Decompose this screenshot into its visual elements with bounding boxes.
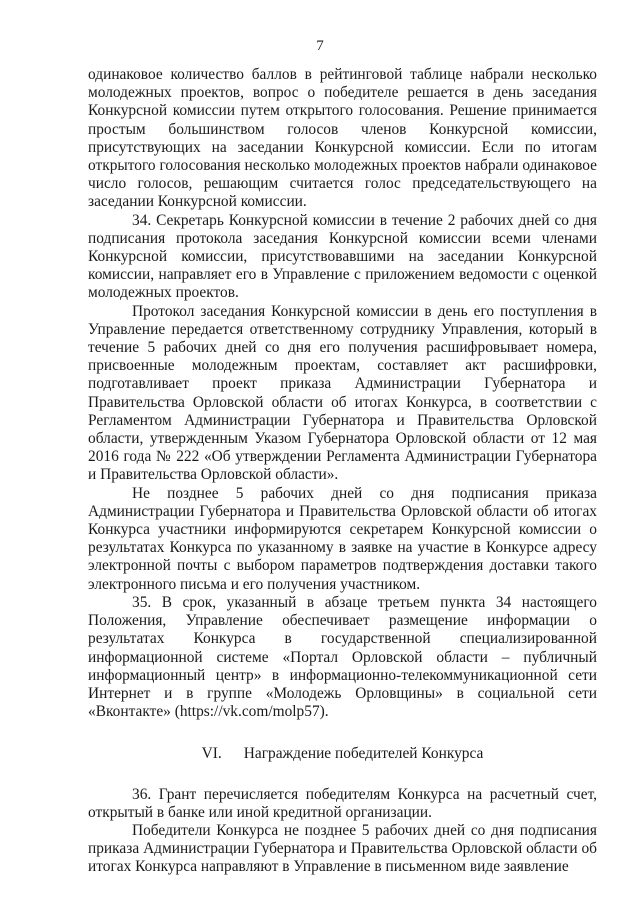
paragraph-clause-35: 35. В срок, указанный в абзаце третьем пункта 34 настоящего Положения, Управление обеспечивает размещение информации о результатах Конкурса в государственной специализированной информационной системе «Портал Орловской области – публичный информационный центр» в информационно-телекоммуникационной сети Интернет и в группе «Молодежь Орловщины» в социальной сети «Вконтакте» (https://vk.com/molp57). <box>88 593 597 721</box>
paragraph-continuation: одинаковое количество баллов в рейтинговой таблице набрали несколько молодежных проектов, вопрос о победителе решается в день заседания Конкурсной комиссии путем открытого голосования. Решение принимается простым большинством голосов членов Конкурсной комиссии, присутствующих на заседании Конкурсной комиссии. Если по итогам открытого голосования несколько молодежных проектов набрали одинаковое число голосов, решающим считается голос председательствующего на заседании Конкурсной комиссии. <box>88 66 597 211</box>
section-number: VI. <box>201 745 222 763</box>
paragraph-notification: Не позднее 5 рабочих дней со дня подписания приказа Администрации Губернатора и Правительства Орловской области об итогах Конкурса участники информируются секретарем Конкурсной комиссии о результатах Конкурса по указанному в заявке на участие в Конкурсе адресу электронной почты с выбором параметров подтверждения доставки такого электронного письма и его получения участником. <box>88 484 597 593</box>
document-body <box>88 66 597 877</box>
section-title: Награждение победителей Конкурса <box>243 745 484 763</box>
paragraph-clause-34: 34. Секретарь Конкурсной комиссии в течение 2 рабочих дней со дня подписания протокола заседания Конкурсной комиссии всеми членами Конкурсной комиссии, присутствовавшими на заседании Конкурсной комиссии, направляет его в Управление с приложением ведомости с оценкой молодежных проектов. <box>88 211 597 302</box>
section-heading <box>88 745 597 763</box>
paragraph-winners: Победители Конкурса не позднее 5 рабочих дней со дня подписания приказа Администрации Губернатора и Правительства Орловской области об итогах Конкурса направляют в Управление в письменном виде заявление <box>88 821 597 876</box>
page-number: 7 <box>316 38 324 54</box>
paragraph-clause-36: 36. Грант перечисляется победителям Конкурса на расчетный счет, открытый в банке или иной кредитной организации. <box>88 785 597 821</box>
paragraph-protocol: Протокол заседания Конкурсной комиссии в день его поступления в Управление передается ответственному сотруднику Управления, который в течение 5 рабочих дней со дня его получения расшифровывает номера, присвоенные молодежным проектам, составляет акт расшифровки, подготавливает проект приказа Администрации Губернатора и Правительства Орловской области об итогах Конкурса, в соответствии с Регламентом Администрации Губернатора и Правительства Орловской области, утвержденным Указом Губернатора Орловской области от 12 мая 2016 года № 222 «Об утверждении Регламента Администрации Губернатора и Правительства Орловской области». <box>88 302 597 484</box>
